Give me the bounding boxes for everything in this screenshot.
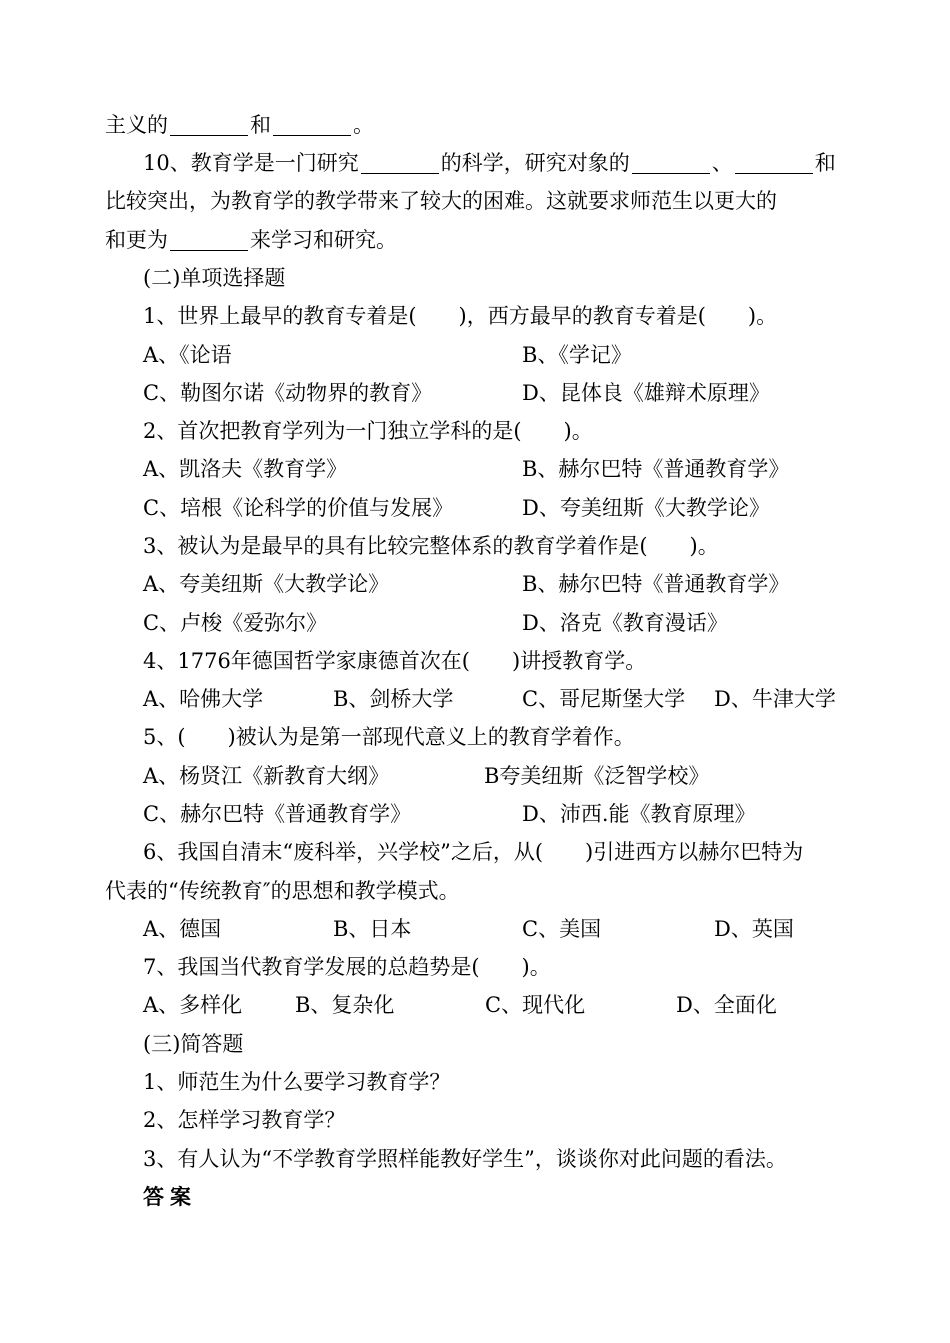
option: A、凯洛夫《教育学》 <box>143 457 348 481</box>
question-stem-continued: 代表的“传统教育″的思想和教学模式。 <box>105 879 460 903</box>
option: A、德国 <box>143 917 222 941</box>
question-stem: 1、世界上最早的教育专着是( )，西方最早的教育专着是( )。 <box>143 304 778 328</box>
option: A、哈佛大学 <box>143 687 264 711</box>
short-answer-question: 3、有人认为“不学教育学照样能教好学生”，谈谈你对此问题的看法。 <box>143 1147 787 1171</box>
question-stem: 7、我国当代教育学发展的总趋势是( )。 <box>143 955 551 979</box>
option: A、《论语 <box>143 343 232 367</box>
section-title-choice: (二)单项选择题 <box>143 266 286 290</box>
answer-blank <box>273 113 351 136</box>
option: B、赫尔巴特《普通教育学》 <box>522 572 790 596</box>
question-stem: 4、1776年德国哲学家康德首次在( )讲授教育学。 <box>143 649 647 673</box>
answer-blank <box>735 151 813 174</box>
text: 主义的 <box>105 113 168 137</box>
option: A、夸美纽斯《大教学论》 <box>143 572 390 596</box>
option: D、洛克《教育漫话》 <box>522 611 728 635</box>
section-title-short-answer: (三)简答题 <box>143 1032 244 1056</box>
short-answer-question: 1、师范生为什么要学习教育学？ <box>143 1070 451 1094</box>
q10-line-2: 比较突出，为教育学的教学带来了较大的困难。这就要求师范生以更大的 <box>105 189 777 213</box>
answer-blank <box>632 151 710 174</box>
question-stem: 6、我国自清末“废科举，兴学校”之后，从( )引进西方以赫尔巴特为 <box>143 840 804 864</box>
option: C、美国 <box>522 917 602 941</box>
option: D、夸美纽斯《大教学论》 <box>522 496 770 520</box>
option: B、剑桥大学 <box>333 687 454 711</box>
option: C、卢梭《爱弥尔》 <box>143 611 328 635</box>
text: 10、教育学是一门研究 <box>143 151 359 175</box>
option: C、培根《论科学的价值与发展》 <box>143 496 454 520</box>
text: 、 <box>711 151 733 175</box>
question-stem: 3、被认为是最早的具有比较完整体系的教育学着作是( )。 <box>143 534 719 558</box>
option: C、哥尼斯堡大学 <box>522 687 686 711</box>
option: D、昆体良《雄辩术原理》 <box>522 381 770 405</box>
option: B、日本 <box>333 917 412 941</box>
option: C、现代化 <box>485 993 586 1017</box>
option: D、全面化 <box>676 993 777 1017</box>
answer-blank <box>170 113 248 136</box>
option: B夸美纽斯《泛智学校》 <box>484 764 710 788</box>
option: B、赫尔巴特《普通教育学》 <box>522 457 790 481</box>
question-stem: 5、( )被认为是第一部现代意义上的教育学着作。 <box>143 725 635 749</box>
option: D、沛西.能《教育原理》 <box>522 802 756 826</box>
option: A、多样化 <box>143 993 243 1017</box>
q10-line-3 <box>105 225 397 255</box>
option: B、《学记》 <box>522 343 632 367</box>
answer-blank <box>170 228 248 251</box>
text: 和 <box>250 113 271 137</box>
short-answer-question: 2、怎样学习教育学？ <box>143 1108 346 1132</box>
option: D、英国 <box>714 917 794 941</box>
text: 来学习和研究。 <box>250 228 397 252</box>
option: D、牛津大学 <box>714 687 836 711</box>
answer-blank <box>361 151 439 174</box>
text: 和更为 <box>105 228 168 252</box>
option: C、赫尔巴特《普通教育学》 <box>143 802 412 826</box>
text: 和 <box>814 151 836 175</box>
q10-line-1 <box>143 148 836 178</box>
question-stem: 2、首次把教育学列为一门独立学科的是( )。 <box>143 419 593 443</box>
option: A、杨贤江《新教育大纲》 <box>143 764 390 788</box>
option: C、勒图尔诺《动物界的教育》 <box>143 381 433 405</box>
answer-heading: 答案 <box>143 1184 197 1209</box>
text: 。 <box>353 113 374 137</box>
option: B、复杂化 <box>295 993 395 1017</box>
fill-line-1 <box>105 110 374 140</box>
text: 的科学，研究对象的 <box>440 151 630 175</box>
